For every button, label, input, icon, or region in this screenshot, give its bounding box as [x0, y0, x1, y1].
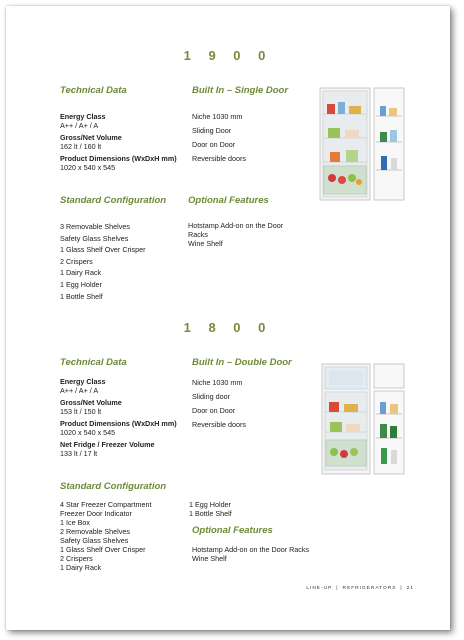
- page-footer: [304, 586, 416, 591]
- list-item: Safety Glass Shelves: [60, 233, 129, 243]
- spec-label: Product Dimensions (WxDxH mm): [60, 419, 177, 428]
- footer-section: REFRIGERATORS: [342, 586, 397, 591]
- optional-features-heading: Optional Features: [192, 525, 273, 536]
- spec-value: A++ / A+ / A: [60, 386, 99, 395]
- single-door-fridge-image: [318, 86, 408, 204]
- built-in-list: [192, 376, 246, 432]
- technical-data-specs: [60, 112, 177, 175]
- optional-features-heading: Optional Features: [188, 195, 269, 206]
- list-item: Wine Shelf: [188, 239, 223, 248]
- spec-label: Gross/Net Volume: [60, 398, 122, 407]
- spec-value: 133 lt / 17 lt: [60, 449, 98, 458]
- list-item: Sliding door: [192, 392, 230, 401]
- footer-divider: |: [400, 586, 403, 591]
- spec-label: Gross/Net Volume: [60, 133, 122, 142]
- built-in-list: [192, 110, 246, 166]
- list-item: Niche 1030 mm: [192, 378, 243, 387]
- list-item: Door on Door: [192, 406, 236, 415]
- list-item: 4 Star Freezer Compartment: [60, 500, 152, 509]
- double-door-fridge-image: [320, 362, 410, 478]
- list-item: 1 Egg Holder: [189, 500, 231, 509]
- footer-lineup: LINE-UP: [306, 586, 333, 591]
- list-item: Safety Glass Shelves: [60, 536, 129, 545]
- spec-label: Net Fridge / Freezer Volume: [60, 440, 155, 449]
- list-item: 1 Dairy Rack: [60, 268, 102, 278]
- spec-value: A++ / A+ / A: [60, 121, 99, 130]
- spec-value: 162 lt / 160 lt: [60, 142, 102, 151]
- list-item: Door on Door: [192, 140, 236, 149]
- list-item: 1 Ice Box: [60, 518, 90, 527]
- technical-data-heading: Technical Data: [60, 357, 127, 368]
- list-item: Sliding Door: [192, 126, 232, 135]
- list-item: 1 Glass Shelf Over Crisper: [60, 245, 146, 255]
- list-item: 3 Removable Shelves: [60, 222, 130, 231]
- spec-label: Energy Class: [60, 112, 106, 121]
- standard-configuration-list: [60, 221, 145, 302]
- list-item: 1 Dairy Rack: [60, 563, 102, 572]
- built-in-heading: Built In – Double Door: [192, 357, 292, 368]
- list-item: 2 Crispers: [60, 554, 93, 563]
- built-in-heading: Built In – Single Door: [192, 85, 289, 96]
- list-item: Hotstamp Add-on on the Door: [188, 221, 284, 230]
- list-item: Reversible doors: [192, 420, 246, 429]
- footer-divider: |: [336, 586, 339, 591]
- standard-configuration-list: [60, 500, 151, 572]
- list-item: 2 Crispers: [60, 256, 93, 266]
- optional-features-list: [192, 545, 309, 563]
- model-title-1900: 1 9 0 0: [183, 48, 273, 63]
- brochure-page: [6, 6, 450, 630]
- spec-value: 153 lt / 150 lt: [60, 407, 102, 416]
- optional-features-list: [188, 221, 283, 248]
- technical-data-specs: [60, 377, 177, 461]
- spec-label: Energy Class: [60, 377, 106, 386]
- standard-configuration-list-col2: [189, 500, 232, 518]
- model-title-1800: 1 8 0 0: [183, 320, 273, 335]
- technical-data-heading: Technical Data: [60, 85, 127, 96]
- spec-value: 1020 x 540 x 545: [60, 163, 116, 172]
- list-item: Freezer Door Indicator: [60, 509, 132, 518]
- spec-label: Product Dimensions (WxDxH mm): [60, 154, 177, 163]
- list-item: 1 Egg Holder: [60, 279, 102, 289]
- spec-value: 1020 x 540 x 545: [60, 428, 116, 437]
- list-item: 1 Glass Shelf Over Crisper: [60, 545, 146, 554]
- list-item: Racks: [188, 230, 208, 239]
- list-item: 1 Bottle Shelf: [189, 509, 232, 518]
- standard-configuration-heading: Standard Configuration: [60, 195, 167, 206]
- standard-configuration-heading: Standard Configuration: [60, 481, 167, 492]
- page-number: 21: [406, 586, 414, 591]
- list-item: Reversible doors: [192, 154, 246, 163]
- list-item: 1 Bottle Shelf: [60, 291, 103, 301]
- list-item: Wine Shelf: [192, 554, 227, 563]
- list-item: 2 Removable Shelves: [60, 527, 130, 536]
- list-item: Niche 1030 mm: [192, 112, 243, 121]
- list-item: Hotstamp Add-on on the Door Racks: [192, 545, 310, 554]
